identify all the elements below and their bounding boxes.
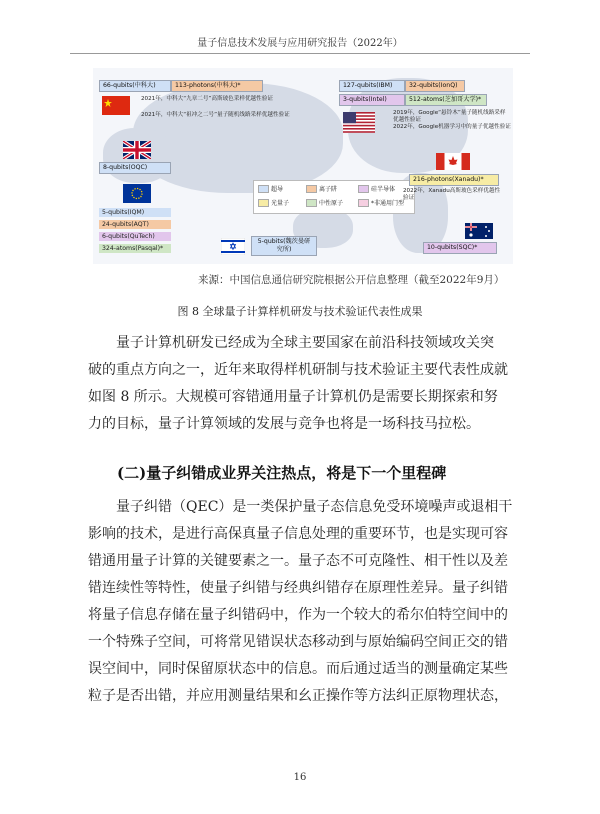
usa-label-ionq: 32-qubits(IonQ) bbox=[405, 80, 465, 92]
usa-label-intel: 3-qubits(Intel) bbox=[339, 94, 405, 106]
legend-neutral-atom bbox=[306, 198, 343, 207]
eu-label-iqm: 5-qubits(IQM) bbox=[99, 208, 171, 217]
legend-swatch bbox=[358, 199, 369, 207]
eu-flag-icon bbox=[123, 184, 151, 203]
australia-flag-icon bbox=[465, 223, 493, 239]
eu-label-pasqal: 324-atoms(Pasqal)* bbox=[99, 244, 171, 253]
eu-label-qutech: 6-qubits(QuTech) bbox=[99, 232, 171, 241]
legend-swatch bbox=[358, 185, 369, 193]
usa-label-chicago: 512-atoms(芝加哥大学)* bbox=[405, 94, 487, 106]
paragraph-line: 如图 8 所示。大规模可容错通用量子计算机仍是需要长期探索和努 bbox=[88, 389, 498, 405]
uk-flag-icon bbox=[123, 141, 151, 159]
figure-source: 来源：中国信息通信研究院根据公开信息整理（截至2022年9月） bbox=[198, 274, 505, 286]
legend-label: 光量子 bbox=[271, 200, 290, 207]
paragraph-2 bbox=[88, 494, 518, 710]
legend-label: *非通用门型 bbox=[371, 200, 405, 207]
paragraph-1 bbox=[88, 330, 518, 438]
legend-label: 超导 bbox=[271, 186, 284, 193]
canada-label: 216-photons(Xanadu)* bbox=[409, 174, 499, 186]
paragraph-line: 影响的技术，是进行高保真量子信息处理的重要环节，也是实现可容 bbox=[88, 526, 508, 542]
legend-label: 离子阱 bbox=[319, 186, 338, 193]
canada-note: 2022年，Xanadu高斯玻色采样优越性验证 bbox=[403, 188, 501, 202]
eu-label-aqt: 24-qubits(AQT) bbox=[99, 220, 171, 229]
china-note-zuchongzhi: 2021年，中科大“祖冲之二号”量子随机线路采样优越性验证 bbox=[141, 112, 290, 118]
canada-flag-icon bbox=[436, 153, 470, 170]
legend-swatch bbox=[258, 185, 269, 193]
paragraph-line: 一个特殊子空间，可将常见错误状态移动到与原始编码空间正交的错 bbox=[88, 634, 508, 650]
israel-flag-icon bbox=[221, 238, 245, 255]
legend-swatch bbox=[306, 199, 317, 207]
paragraph-line: 错通用量子计算的关键要素之一。量子态不可克隆性、相干性以及差 bbox=[88, 553, 508, 569]
china-label-superconducting: 66-qubits(中科大) bbox=[99, 80, 171, 92]
page-number: 16 bbox=[293, 772, 307, 783]
australia-label: 10-qubits(SQC)* bbox=[423, 242, 497, 254]
legend-swatch bbox=[258, 199, 269, 207]
section-heading: (二)量子纠错成业界关注热点，将是下一个里程碑 bbox=[117, 464, 447, 482]
page-header: 量子信息技术发展与应用研究报告（2022年） bbox=[197, 38, 403, 49]
china-note-jiuzhang: 2021年，中科大“九章二号”高斯玻色采样优越性验证 bbox=[141, 96, 273, 102]
legend-swatch bbox=[306, 185, 317, 193]
legend-label: 中性原子 bbox=[319, 200, 344, 207]
header-rule bbox=[70, 53, 530, 54]
uk-label: 8-qubits(OQC) bbox=[99, 162, 171, 174]
paragraph-line: 力的目标，量子计算领域的发展与竞争也将是一场科技马拉松。 bbox=[88, 416, 480, 432]
legend-superconducting bbox=[258, 184, 283, 193]
legend-non-universal bbox=[358, 198, 404, 207]
usa-flag-icon bbox=[343, 112, 375, 133]
paragraph-line: 量子计算机研发已经成为全球主要国家在前沿科技领域攻关突 bbox=[116, 335, 494, 351]
paragraph-line: 粒子是否出错，并应用测量结果和幺正操作等方法纠正原物理状态， bbox=[88, 688, 508, 704]
world-quantum-map-figure bbox=[93, 68, 513, 264]
israel-label: 5-qubits(魏茨曼研究所) bbox=[251, 236, 317, 256]
usa-label-ibm: 127-qubits(IBM) bbox=[339, 80, 405, 92]
china-label-photonic: 113-photons(中科大)* bbox=[171, 80, 263, 92]
usa-note-sycamore: 2019年，Google“悬铃木”量子随机线路采样优越性验证 bbox=[393, 110, 506, 124]
legend-ion-trap bbox=[306, 184, 337, 193]
usa-note-ml: 2022年，Google机器学习中的量子优越性验证 bbox=[393, 124, 511, 130]
figure-caption: 图 8 全球量子计算样机研发与技术验证代表性成果 bbox=[177, 305, 423, 318]
paragraph-line: 量子纠错（QEC）是一类保护量子态信息免受环境噪声或退相干 bbox=[116, 499, 513, 515]
paragraph-line: 错连续性等特性，使量子纠错与经典纠错存在原理性差异。量子纠错 bbox=[88, 580, 508, 596]
legend-label: 硅半导体 bbox=[371, 186, 396, 193]
legend-semiconductor bbox=[358, 184, 395, 193]
figure-legend bbox=[253, 180, 415, 214]
paragraph-line: 误空间中，同时保留原状态中的信息。而后通过适当的测量确定某些 bbox=[88, 661, 508, 677]
legend-photonic bbox=[258, 198, 289, 207]
paragraph-line: 破的重点方向之一，近年来取得样机研制与技术验证主要代表性成就 bbox=[88, 362, 508, 378]
china-flag-icon bbox=[102, 96, 130, 115]
paragraph-line: 将量子信息存储在量子纠错码中，作为一个较大的希尔伯特空间中的 bbox=[88, 607, 508, 623]
